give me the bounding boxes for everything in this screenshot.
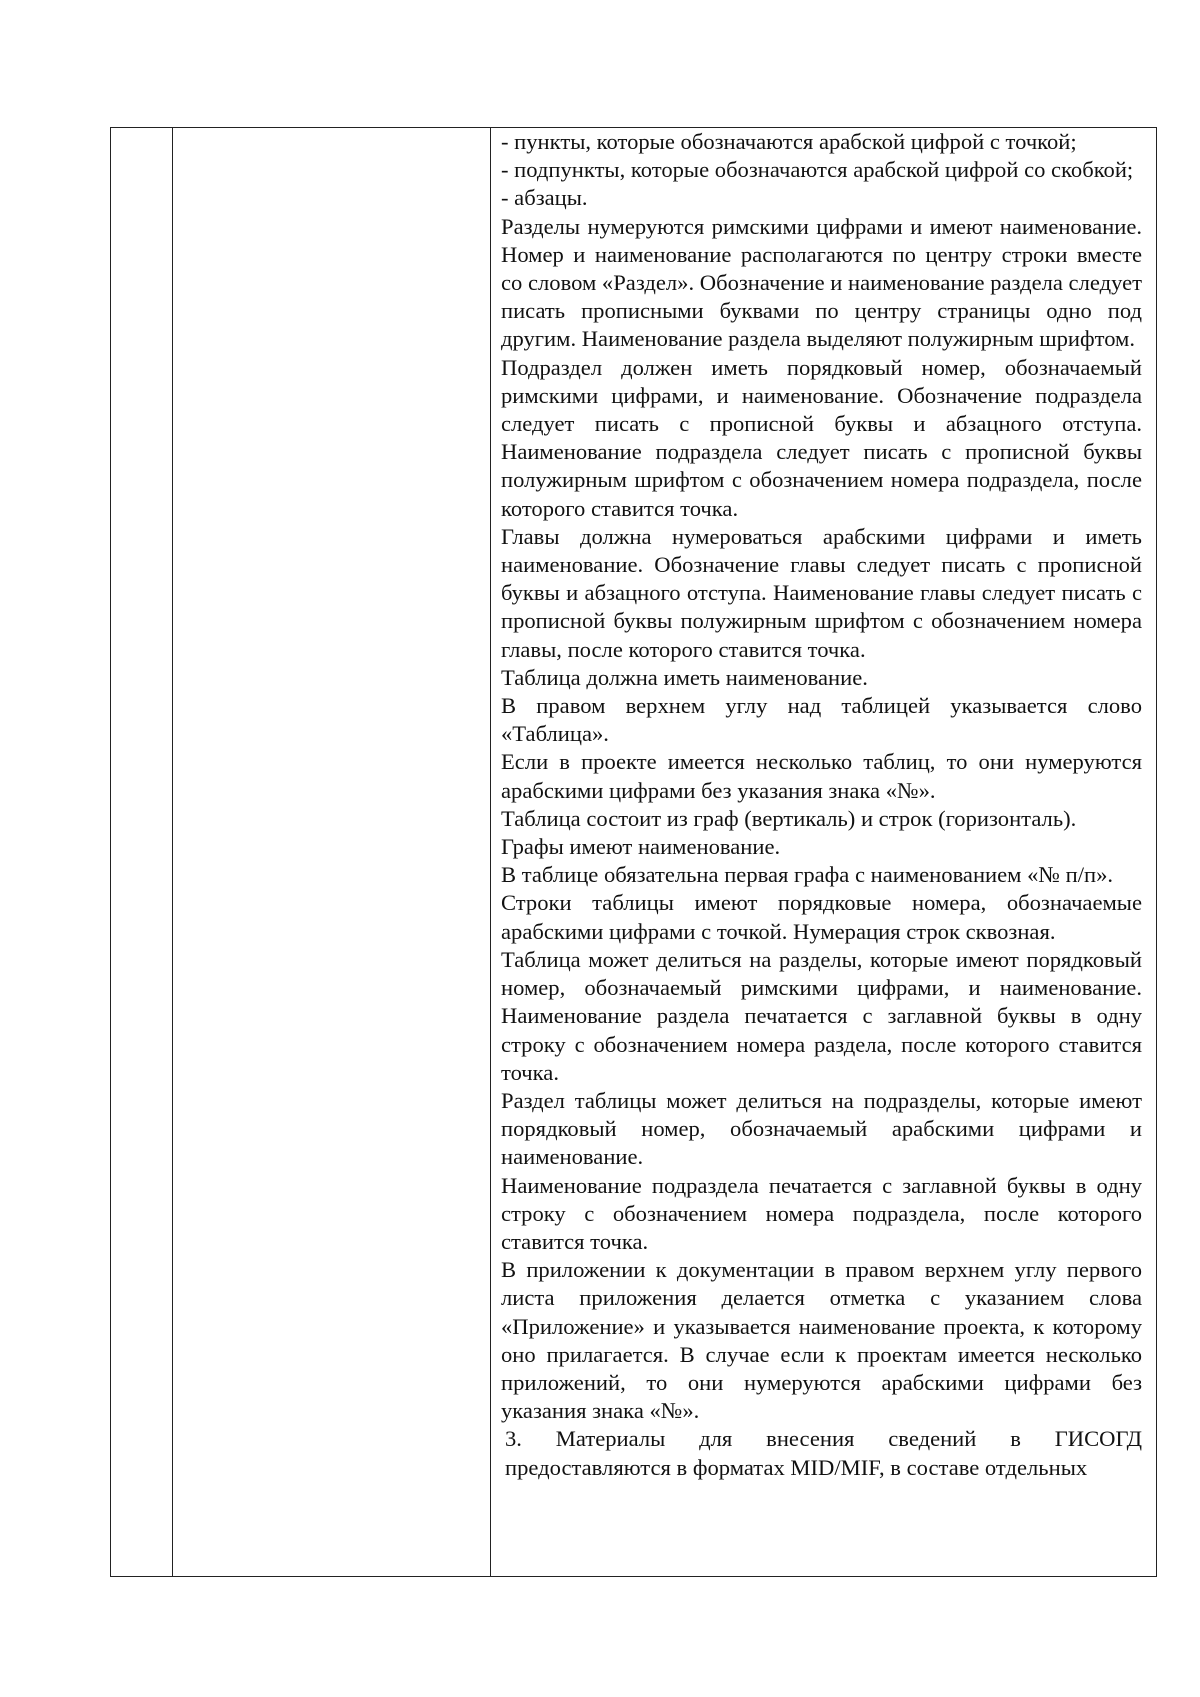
first-column-paragraph: В таблице обязательна первая графа с наименованием «№ п/п».: [501, 862, 1114, 888]
name-column-cell: [173, 128, 491, 1576]
table-sections-paragraph: Таблица может делиться на разделы, которые имеют порядковый номер, обозначаемый римскими цифрами, и наименование. Наименование раздела печатается с заглавной буквы в одну строку с обозначением номера раздела, после которого ставится точка.: [501, 946, 1142, 1085]
subsection-name-paragraph: Наименование подраздела печатается с заглавной буквы в одну строку с обозначением номера подраздела, после которого ставится точка.: [501, 1172, 1142, 1254]
description-column-cell: [491, 128, 1156, 1576]
sections-paragraph: Разделы нумеруются римскими цифрами и имеют наименование. Номер и наименование располагаются по центру строки вместе со словом «Раздел». Обозначение и наименование раздела следует писать прописными буквами по центру страницы одно под другим. Наименование раздела выделяют полужирным шрифтом.: [501, 213, 1142, 352]
table-numbering-paragraph: Если в проекте имеется несколько таблиц, то они нумеруются арабскими цифрами без указания знака «№».: [501, 749, 1142, 803]
rows-numbering-paragraph: Строки таблицы имеют порядковые номера, обозначаемые арабскими цифрами с точкой. Нумерация строк сквозная.: [501, 890, 1142, 944]
document-table: [110, 127, 1157, 1577]
appendix-paragraph: В приложении к документации в правом верхнем углу первого листа приложения делается отметка с указанием слова «Приложение» и указывается наименование проекта, к которому оно прилагается. В случае если к проектам имеется несколько приложений, то они нумеруются арабскими цифрами без указания знака «№».: [501, 1257, 1142, 1424]
number-column-cell: [111, 128, 173, 1576]
table-structure-paragraph: Таблица состоит из граф (вертикаль) и строк (горизонталь).: [501, 805, 1077, 831]
list-item-points: - пункты, которые обозначаются арабской цифрой с точкой;: [501, 129, 1077, 154]
table-name-paragraph: Таблица должна иметь наименование.: [501, 664, 868, 690]
subsection-paragraph: Подраздел должен иметь порядковый номер, обозначаемый римскими цифрами, и наименование. Обозначение подраздела следует писать с прописной буквы и абзацного отступа. Наименование подраздела следует писать с прописной буквы полужирным шрифтом с обозначением номера подраздела, после которого ставится точка.: [501, 354, 1142, 521]
table-subsections-paragraph: Раздел таблицы может делиться на подразделы, которые имеют порядковый номер, обозначаемый арабскими цифрами и наименование.: [501, 1087, 1142, 1170]
list-item-paragraphs: - абзацы.: [501, 185, 588, 211]
columns-name-paragraph: Графы имеют наименование.: [501, 834, 781, 860]
chapters-paragraph: Главы должна нумероваться арабскими цифрами и иметь наименование. Обозначение главы следует писать с прописной буквы и абзацного отступа. Наименование главы следует писать с прописной буквы полужирным шрифтом с обозначением номера главы, после которого ставится точка.: [501, 523, 1142, 662]
formats-paragraph: 3. Материалы для внесения сведений в ГИСОГД предоставляются в форматах MID/MIF, в составе отдельных: [505, 1426, 1142, 1480]
list-item-subpoints: - подпункты, которые обозначаются арабской цифрой со скобкой;: [501, 157, 1134, 183]
table-word-paragraph: В правом верхнем углу над таблицей указывается слово «Таблица».: [501, 693, 1142, 747]
